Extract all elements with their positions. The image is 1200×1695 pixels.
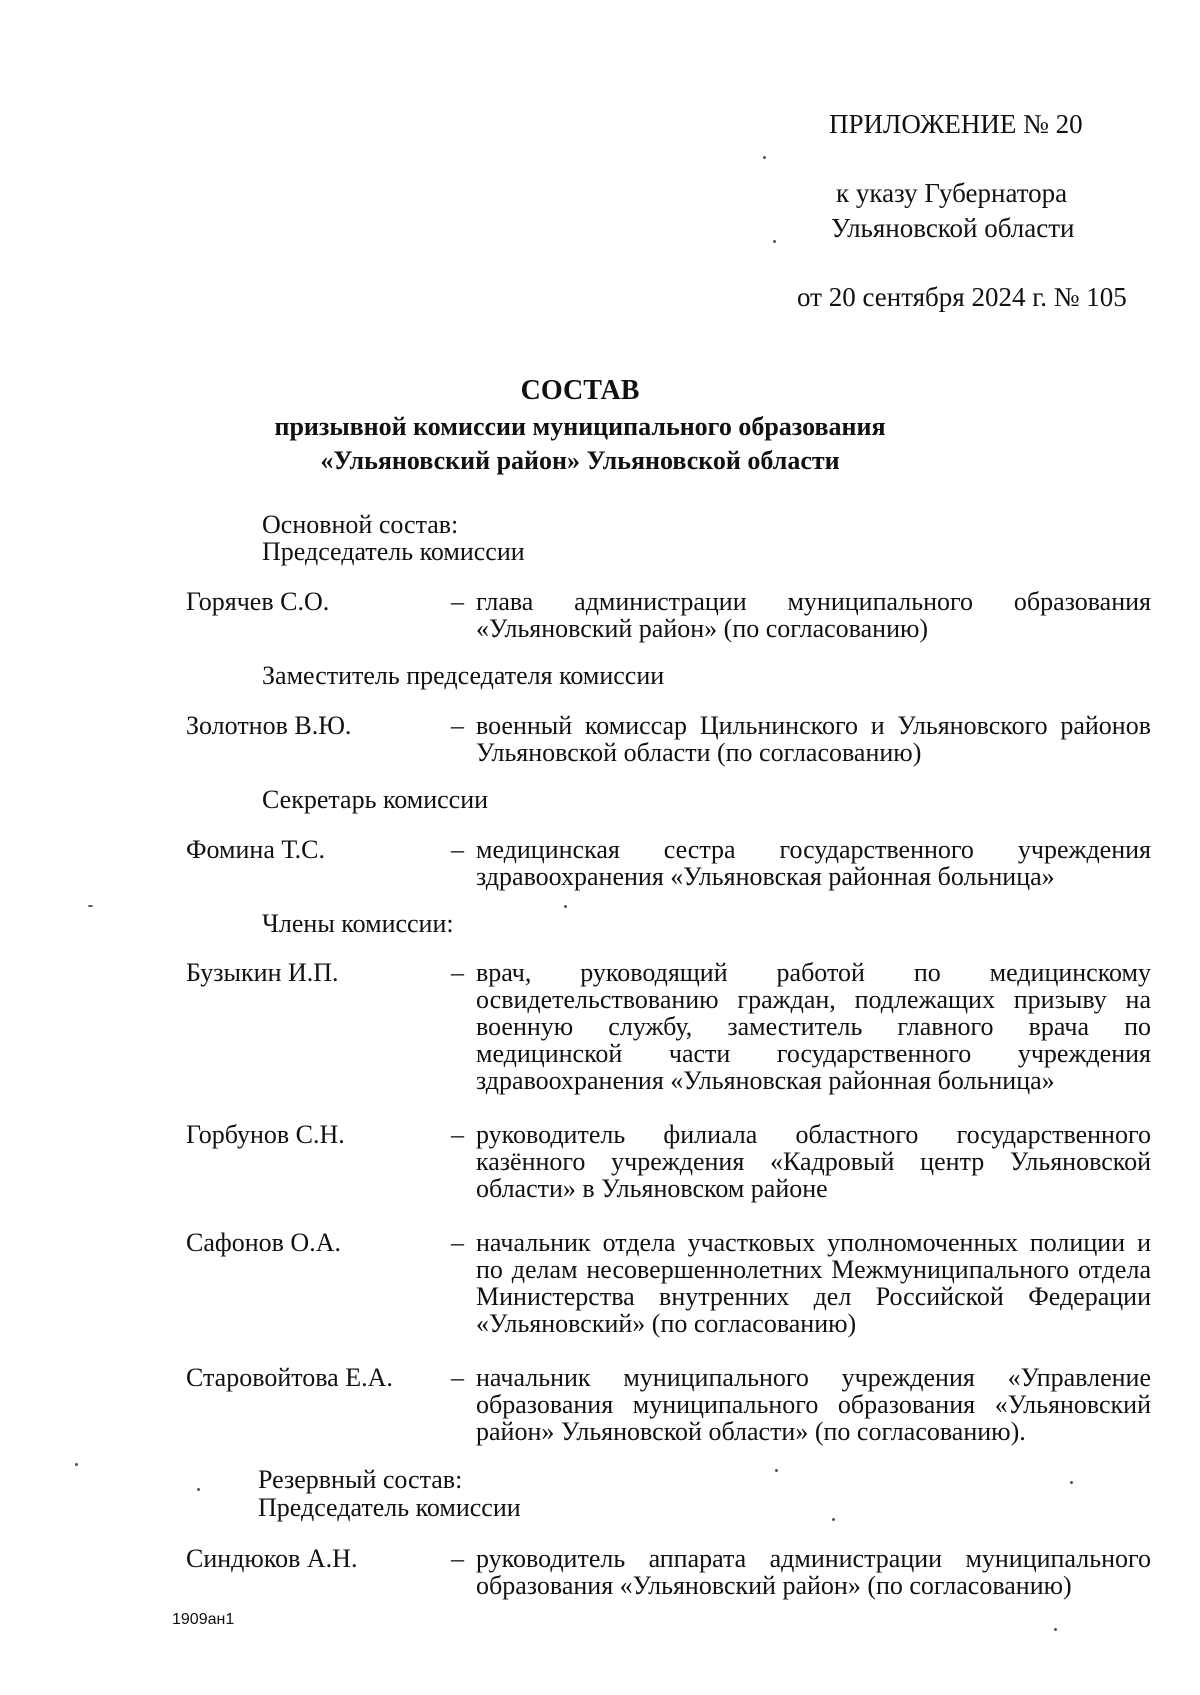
- scan-speck: [763, 156, 766, 159]
- person-name: Горячев С.О.: [186, 587, 330, 616]
- reserve-chair-heading: Председатель комиссии: [258, 1493, 521, 1522]
- dash-separator: –: [451, 1228, 464, 1257]
- member-entry: [186, 959, 1151, 1094]
- dash-separator: –: [451, 1120, 464, 1149]
- main-composition-heading: Основной состав:: [262, 510, 459, 539]
- scan-speck: [75, 1463, 78, 1466]
- scan-speck: [775, 1469, 778, 1472]
- reserve-chair-entry: [186, 1545, 1151, 1599]
- person-name: Фомина Т.С.: [186, 835, 325, 864]
- decree-line-2: Ульяновской области: [831, 213, 1075, 243]
- person-name: Золотнов В.Ю.: [186, 711, 352, 740]
- appendix-label: ПРИЛОЖЕНИЕ № 20: [829, 109, 1083, 139]
- document-title: СОСТАВ: [520, 375, 640, 406]
- main-secretary-entry: [186, 836, 1151, 890]
- main-chair-entry: [186, 588, 1151, 642]
- document-subtitle-line-2: «Ульяновский район» Ульяновской области: [320, 446, 840, 475]
- dash-separator: –: [451, 1544, 464, 1573]
- document-code: 1909ан1: [172, 1611, 235, 1628]
- main-deputy-heading: Заместитель председателя комиссии: [262, 661, 665, 690]
- person-name: Бузыкин И.П.: [186, 958, 339, 987]
- member-entry: [186, 1364, 1151, 1445]
- scan-speck: [1054, 1628, 1057, 1631]
- member-entry: [186, 1229, 1151, 1337]
- person-position: военный комиссар Цильнинского и Ульяновского районов Ульяновской области (по согласованию): [476, 711, 1151, 767]
- dash-separator: –: [451, 1363, 464, 1392]
- scan-speck: [197, 1488, 200, 1491]
- person-name: Горбунов С.Н.: [186, 1120, 345, 1149]
- person-position: начальник муниципального учреждения «Управление образования муниципального образования «Ульяновский район» Ульяновской области» (по согласованию).: [476, 1363, 1151, 1446]
- main-deputy-entry: [186, 712, 1151, 766]
- main-chair-heading: Председатель комиссии: [262, 537, 525, 566]
- person-position: медицинская сестра государственного учреждения здравоохранения «Ульяновская районная больница»: [476, 835, 1151, 891]
- member-entry: [186, 1121, 1151, 1202]
- person-position: руководитель филиала областного государственного казённого учреждения «Кадровый центр Ульяновской области» в Ульяновском районе: [476, 1120, 1151, 1203]
- person-position: начальник отдела участковых уполномоченных полиции и по делам несовершеннолетних Межмуниципального отдела Министерства внутренних дел Российской Федерации «Ульяновский» (по согласованию): [476, 1228, 1151, 1338]
- person-position: руководитель аппарата администрации муниципального образования «Ульяновский район» (по согласованию): [476, 1544, 1151, 1600]
- scan-speck: [832, 1518, 835, 1521]
- dash-separator: –: [451, 711, 464, 740]
- person-name: Сафонов О.А.: [186, 1228, 341, 1257]
- decree-line-1: к указу Губернатора: [836, 178, 1068, 208]
- main-members-heading: Члены комиссии:: [262, 909, 454, 938]
- scan-speck: [773, 240, 776, 243]
- reserve-composition-heading: Резервный состав:: [258, 1465, 463, 1494]
- decree-date-number: от 20 сентября 2024 г. № 105: [797, 282, 1127, 312]
- person-name: Старовойтова Е.А.: [186, 1363, 393, 1392]
- dash-separator: –: [451, 958, 464, 987]
- dash-separator: –: [451, 835, 464, 864]
- document-subtitle-line-1: призывной комиссии муниципального образования: [274, 412, 886, 441]
- scan-speck: [88, 905, 93, 907]
- scan-speck: [1070, 1481, 1073, 1484]
- scan-speck: [564, 905, 567, 908]
- main-secretary-heading: Секретарь комиссии: [262, 785, 489, 814]
- dash-separator: –: [451, 587, 464, 616]
- person-name: Синдюков А.Н.: [186, 1544, 358, 1573]
- person-position: врач, руководящий работой по медицинскому освидетельствованию граждан, подлежащих призыву на военную службу, заместитель главного врача по медицинской части государственного учреждения здравоохранения «Ульяновская районная больница»: [476, 958, 1151, 1095]
- person-position: глава администрации муниципального образования «Ульяновский район» (по согласованию): [476, 587, 1151, 643]
